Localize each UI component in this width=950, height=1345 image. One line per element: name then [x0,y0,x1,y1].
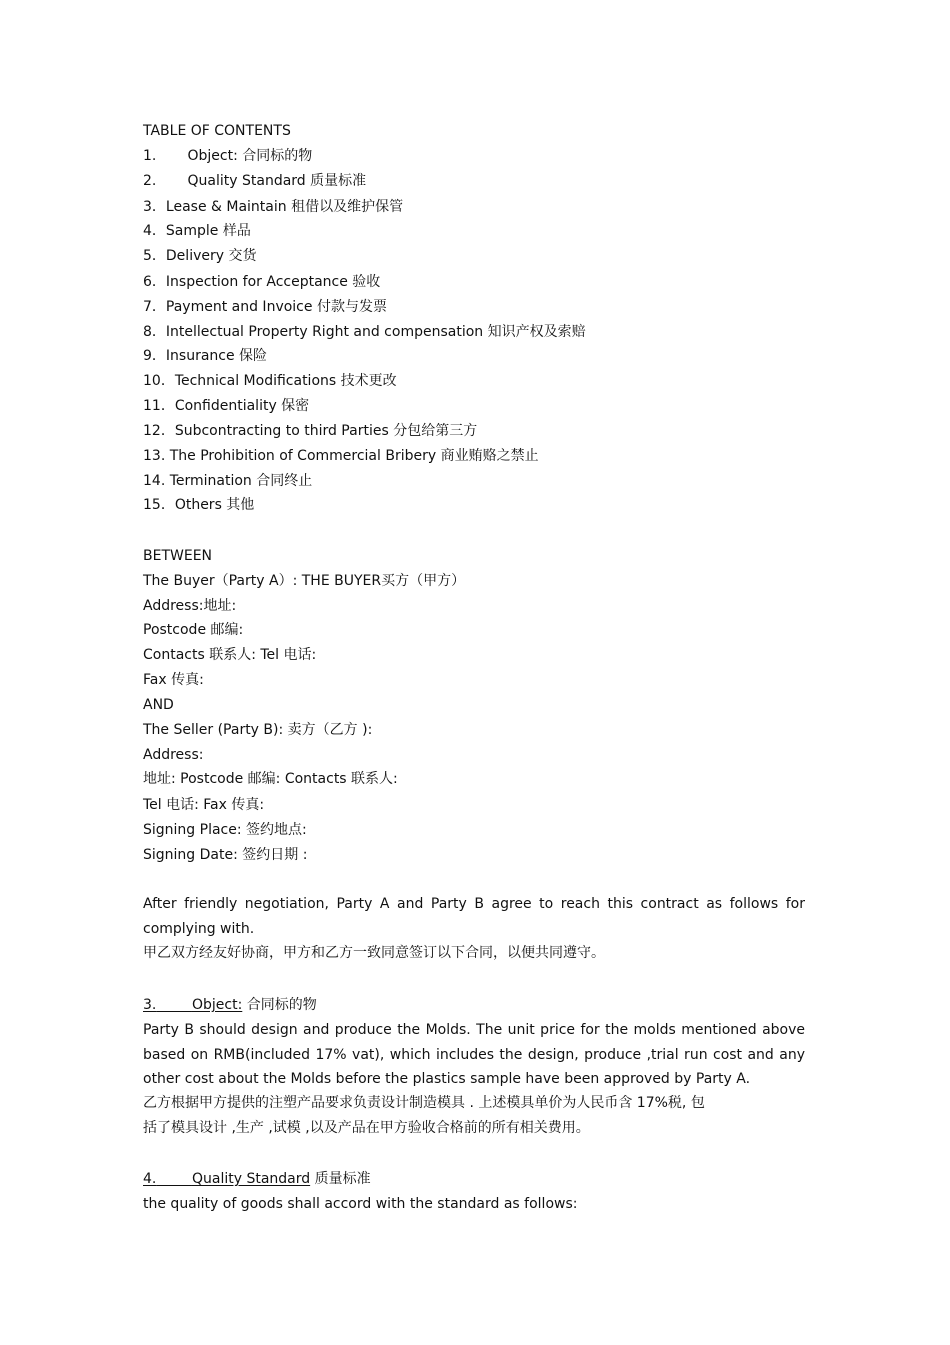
buyer-contacts: Contacts 联系人: Tel 电话: [143,647,317,663]
and-heading: AND [143,697,174,713]
toc-item: 12．Subcontracting to third Parties 分包给第三方 [143,423,478,439]
seller-tel-fax: Tel 电话: Fax 传真: [143,797,265,813]
signing-place: Signing Place: 签约地点: [143,822,307,838]
seller-details: 地址: Postcode 邮编: Contacts 联系人: [143,771,398,787]
toc-item: 1. Object: 合同标的物 [143,148,313,164]
intro-paragraph-line: After friendly negotiation, Party A and Party B agree to reach this contract as follows for [143,896,805,912]
section-3-paragraph-cn: 乙方根据甲方提供的注塑产品要求负责设计制造模具 . 上述模具单价为人民币含 17%税, 包 [143,1095,705,1111]
section-4-paragraph: the quality of goods shall accord with the standard as follows: [143,1196,578,1212]
toc-item: 4．Sample 样品 [143,223,251,239]
section-3-heading [143,996,317,1014]
buyer-line: The Buyer（Party A）: THE BUYER买方（甲方） [143,573,466,589]
section-3-paragraph-line: Party B should design and produce the Molds. The unit price for the molds mentioned above [143,1022,805,1038]
toc-item: 8．Intellectual Property Right and compensation 知识产权及索赔 [143,324,586,340]
buyer-postcode: Postcode 邮编: [143,622,244,638]
section-3-number: 3. Object: [143,997,243,1013]
toc-item: 14. Termination 合同终止 [143,473,313,489]
intro-paragraph-cn: 甲乙双方经友好协商，甲方和乙方一致同意签订以下合同，以便共同遵守。 [143,945,605,961]
seller-address: Address: [143,747,204,763]
toc-item: 6．Inspection for Acceptance 验收 [143,274,381,290]
toc-item: 5．Delivery 交货 [143,248,257,264]
toc-item: 3．Lease & Maintain 租借以及维护保管 [143,199,404,215]
buyer-fax: Fax 传真: [143,672,204,688]
section-4-heading [143,1170,371,1188]
buyer-address: Address:地址: [143,598,237,614]
intro-paragraph-line: complying with. [143,921,255,937]
toc-item: 13. The Prohibition of Commercial Bribery 商业贿赂之禁止 [143,448,539,464]
section-3-paragraph-line: based on RMB(included 17% vat), which includes the design, produce ,trial run cost and any [143,1047,805,1063]
toc-item: 7．Payment and Invoice 付款与发票 [143,299,387,315]
section-3-paragraph-line: other cost about the Molds before the plastics sample have been approved by Party A. [143,1071,751,1087]
toc-item: 10．Technical Modifications 技术更改 [143,373,397,389]
seller-line: The Seller (Party B): 卖方（乙方 ): [143,722,373,738]
toc-item: 2. Quality Standard 质量标准 [143,173,367,189]
section-4-title-cn: 质量标准 [314,1171,371,1187]
section-3-paragraph-cn: 括了模具设计 ,生产 ,试模 ,以及产品在甲方验收合格前的所有相关费用。 [143,1120,590,1136]
section-4-number: 4. Quality Standard [143,1171,311,1187]
toc-title: TABLE OF CONTENTS [143,123,291,139]
toc-item: 15．Others 其他 [143,497,255,513]
signing-date: Signing Date: 签约日期 : [143,847,308,863]
toc-item: 11．Confidentiality 保密 [143,398,310,414]
between-heading: BETWEEN [143,548,213,564]
toc-item: 9．Insurance 保险 [143,348,268,364]
section-3-title-cn: 合同标的物 [246,997,317,1013]
